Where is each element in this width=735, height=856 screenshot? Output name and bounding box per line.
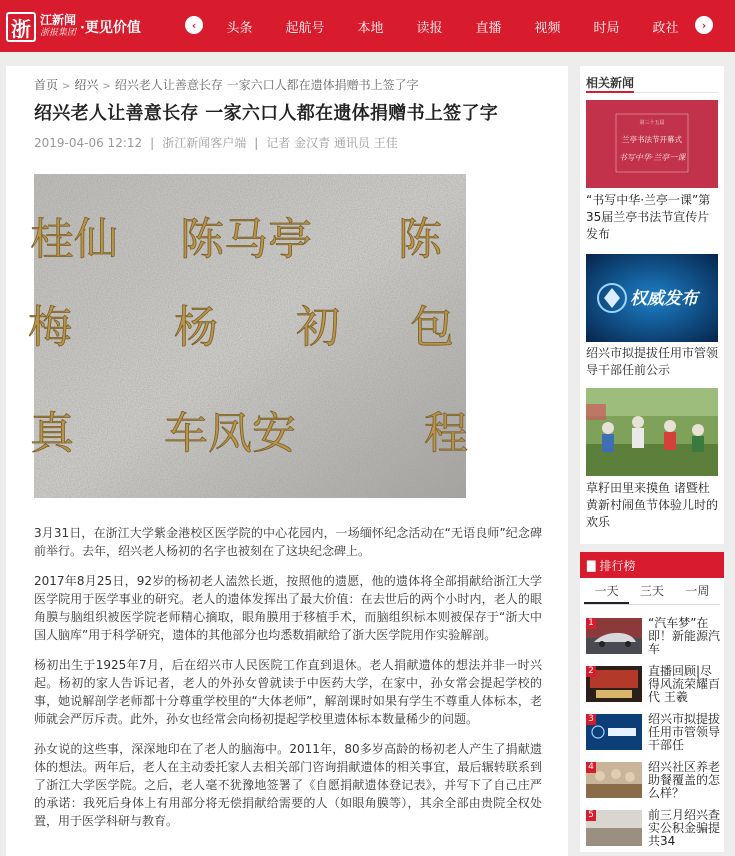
channel-nav bbox=[210, 0, 695, 52]
logo-slogan: ·更见价值 bbox=[80, 20, 141, 36]
article-date: 2019-04-06 12:12 bbox=[34, 136, 143, 150]
breadcrumb bbox=[34, 76, 419, 93]
ranking-item[interactable] bbox=[586, 666, 720, 710]
ranking-item-title: “汽车梦”在即！新能源汽车 bbox=[648, 616, 721, 656]
ranking-thumb bbox=[586, 618, 642, 654]
nav-item-newspaper[interactable]: 读报 bbox=[416, 20, 443, 36]
poster-line-2: 兰亭书法节开幕式 bbox=[622, 135, 682, 144]
nav-item-current-affairs[interactable]: 时局 bbox=[593, 20, 620, 36]
nav-item-politics-society[interactable]: 政社 bbox=[652, 20, 679, 36]
related-news-link[interactable]: “书写中华·兰亭一课”第35届兰亭书法节宣传片发布 bbox=[586, 193, 711, 241]
engraved-name: 程 bbox=[424, 408, 468, 459]
article-meta bbox=[34, 134, 398, 151]
engraved-name: 初 bbox=[296, 302, 340, 353]
related-news-heading: 相关新闻 bbox=[586, 76, 635, 90]
article-panel bbox=[6, 66, 568, 856]
article-paragraph: 3月31日，在浙江大学紫金港校区医学院的中心花园内，一场缅怀纪念活动在“无语良师”纪念碑前举行。去年，绍兴老人杨初的名字也被刻在了这块纪念碑上。 bbox=[34, 526, 542, 558]
ranking-tabs bbox=[584, 580, 720, 605]
related-news-thumb-authority[interactable] bbox=[586, 254, 718, 342]
ranking-item-title: 绍兴市拟提拔任用市管领导干部任 bbox=[648, 712, 721, 752]
article-title: 绍兴老人让善意长存 一家六口人都在遗体捐赠书上签了字 bbox=[34, 103, 499, 124]
article-author: 记者 金汉青 通讯员 王佳 bbox=[266, 136, 398, 150]
logo-line-1: 江新闻 bbox=[40, 13, 77, 27]
lanting-poster-image bbox=[586, 100, 718, 188]
rank-number: 1 bbox=[586, 618, 596, 629]
ranking-thumb bbox=[586, 810, 642, 846]
fishing-festival-photo bbox=[586, 388, 718, 476]
nav-next-arrow-icon[interactable]: › bbox=[695, 16, 713, 34]
tab-one-week[interactable]: 一周 bbox=[685, 584, 710, 598]
related-news-thumb-fishing[interactable] bbox=[586, 388, 718, 476]
memorial-stone-photo bbox=[28, 174, 468, 498]
ranking-item[interactable] bbox=[586, 618, 720, 662]
ranking-item[interactable] bbox=[586, 762, 720, 806]
engraved-name: 杨 bbox=[174, 302, 218, 353]
engraved-name: 桂仙 bbox=[30, 214, 118, 265]
engraved-name: 陈马亭 bbox=[180, 214, 312, 265]
related-news-link[interactable]: 绍兴市拟提拔任用市管领导干部任前公示 bbox=[586, 346, 719, 377]
ranking-panel bbox=[580, 552, 724, 852]
meta-divider: | bbox=[254, 136, 259, 150]
breadcrumb-home[interactable]: 首页 bbox=[34, 78, 59, 92]
related-news-thumb-lanting[interactable] bbox=[586, 100, 718, 188]
engraved-name: 梅 bbox=[28, 302, 72, 353]
engraved-name: 真 bbox=[30, 408, 74, 459]
ranking-item-title: 绍兴社区养老助餐覆盖的怎么样？ bbox=[648, 760, 721, 800]
site-logo[interactable] bbox=[6, 8, 141, 46]
rank-number: 4 bbox=[586, 762, 596, 773]
nav-item-headlines[interactable]: 头条 bbox=[226, 20, 253, 36]
tab-one-day[interactable]: 一天 bbox=[584, 580, 629, 604]
article-paragraph: 2017年8月25日，92岁的杨初老人溘然长逝，按照他的遗愿，他的遗体将全部捐献给浙江大学医学院用于医学事业的研究。老人的遗体发挥出了最大价值：在去世后的两个小时内，老人的眼角膜与脑组织被医学院老师精心摘取，眼角膜用于移植手术，而脑组织标本则被保存于“浙大中国人脑库”用于科学研究，遗体的其他部分也均悉数捐献给了浙大医学院用作实验解剖。 bbox=[34, 574, 542, 642]
article-paragraph: 杨初出生于1925年7月，后在绍兴市人民医院工作直到退休。老人捐献遗体的想法并非一时兴起。杨初的家人告诉记者，老人的外孙女曾就读于中医药大学，在家中，孙女常会提起学校的事，她说解剖学老师都十分尊重学校里的“大体老师”，解剖课时如果有学生不尊重人体标本，老师就会严厉斥责。此外，孙女也经常会向杨初提起学校里遗体标本数量稀少的问题。 bbox=[34, 658, 542, 726]
bar-chart-icon: ▇ bbox=[587, 558, 596, 572]
logo-mark: 浙 bbox=[6, 12, 36, 42]
ranking-thumb bbox=[586, 666, 642, 702]
nav-item-video[interactable]: 视频 bbox=[534, 20, 561, 36]
tab-three-days[interactable]: 三天 bbox=[639, 584, 664, 598]
authority-release-text: 权威发布 bbox=[630, 289, 698, 309]
poster-line-3: 书写中华·兰亭一课 bbox=[618, 153, 686, 162]
heading-accent bbox=[586, 91, 634, 93]
breadcrumb-shaoxing[interactable]: 绍兴 bbox=[74, 78, 99, 92]
logo-wordmark bbox=[40, 14, 76, 40]
top-nav-bar bbox=[0, 0, 735, 52]
article-source[interactable]: 浙江新闻客户端 bbox=[162, 136, 247, 150]
rank-number: 5 bbox=[586, 810, 596, 821]
related-news-link[interactable]: 草籽田里来摸鱼 诸暨杜黄新村闹鱼节体验儿时的欢乐 bbox=[586, 481, 719, 529]
ranking-header bbox=[580, 552, 724, 578]
ranking-item-title: 前三月绍兴查实公积金骗提共34 bbox=[648, 808, 721, 848]
nav-item-live[interactable]: 直播 bbox=[475, 20, 502, 36]
article-photo bbox=[28, 174, 468, 498]
poster-line-1: 第三十五届 bbox=[639, 120, 665, 126]
authority-release-image bbox=[586, 254, 718, 342]
nav-item-local[interactable]: 本地 bbox=[357, 20, 384, 36]
engraved-name: 车凤安 bbox=[164, 408, 296, 459]
ranking-item[interactable] bbox=[586, 810, 720, 854]
engraved-name: 包 bbox=[410, 302, 454, 353]
ranking-heading: 排行榜 bbox=[599, 558, 636, 573]
article-body bbox=[34, 524, 542, 842]
ranking-item[interactable] bbox=[586, 714, 720, 758]
meta-divider: | bbox=[150, 136, 155, 150]
nav-prev-arrow-icon[interactable]: ‹ bbox=[185, 16, 203, 34]
ranking-thumb bbox=[586, 714, 642, 750]
engraved-name: 陈 bbox=[398, 214, 442, 265]
related-news-panel bbox=[580, 66, 724, 544]
logo-line-2: 浙报集团 bbox=[40, 28, 77, 38]
rank-number: 3 bbox=[586, 714, 596, 725]
breadcrumb-separator-icon: > bbox=[102, 81, 111, 92]
breadcrumb-separator-icon: > bbox=[62, 81, 71, 92]
ranking-item-title: 直播回顾|尽得风流荣耀百代 王羲 bbox=[648, 664, 721, 704]
breadcrumb-current: 绍兴老人让善意长存 一家六口人都在遗体捐赠书上签了字 bbox=[114, 78, 419, 92]
nav-item-qihanghao[interactable]: 起航号 bbox=[285, 20, 325, 36]
rank-number: 2 bbox=[586, 666, 596, 677]
ranking-thumb bbox=[586, 762, 642, 798]
article-paragraph: 孙女说的这些事，深深地印在了老人的脑海中。2011年，80多岁高龄的杨初老人产生了捐献遗体的想法。两年后，老人在主动委托家人去相关部门咨询捐献遗体的相关事宜，最后辗转联系到了浙江大学医学院。之后，老人毫不犹豫地签署了《自愿捐献遗体登记表》，并写下了自己庄严的承诺：我死后身体上有用部分将无偿捐献给需要的人（如眼角膜等），其余全部由贵院全权处置，用于医学科研与教育。 bbox=[34, 742, 542, 828]
